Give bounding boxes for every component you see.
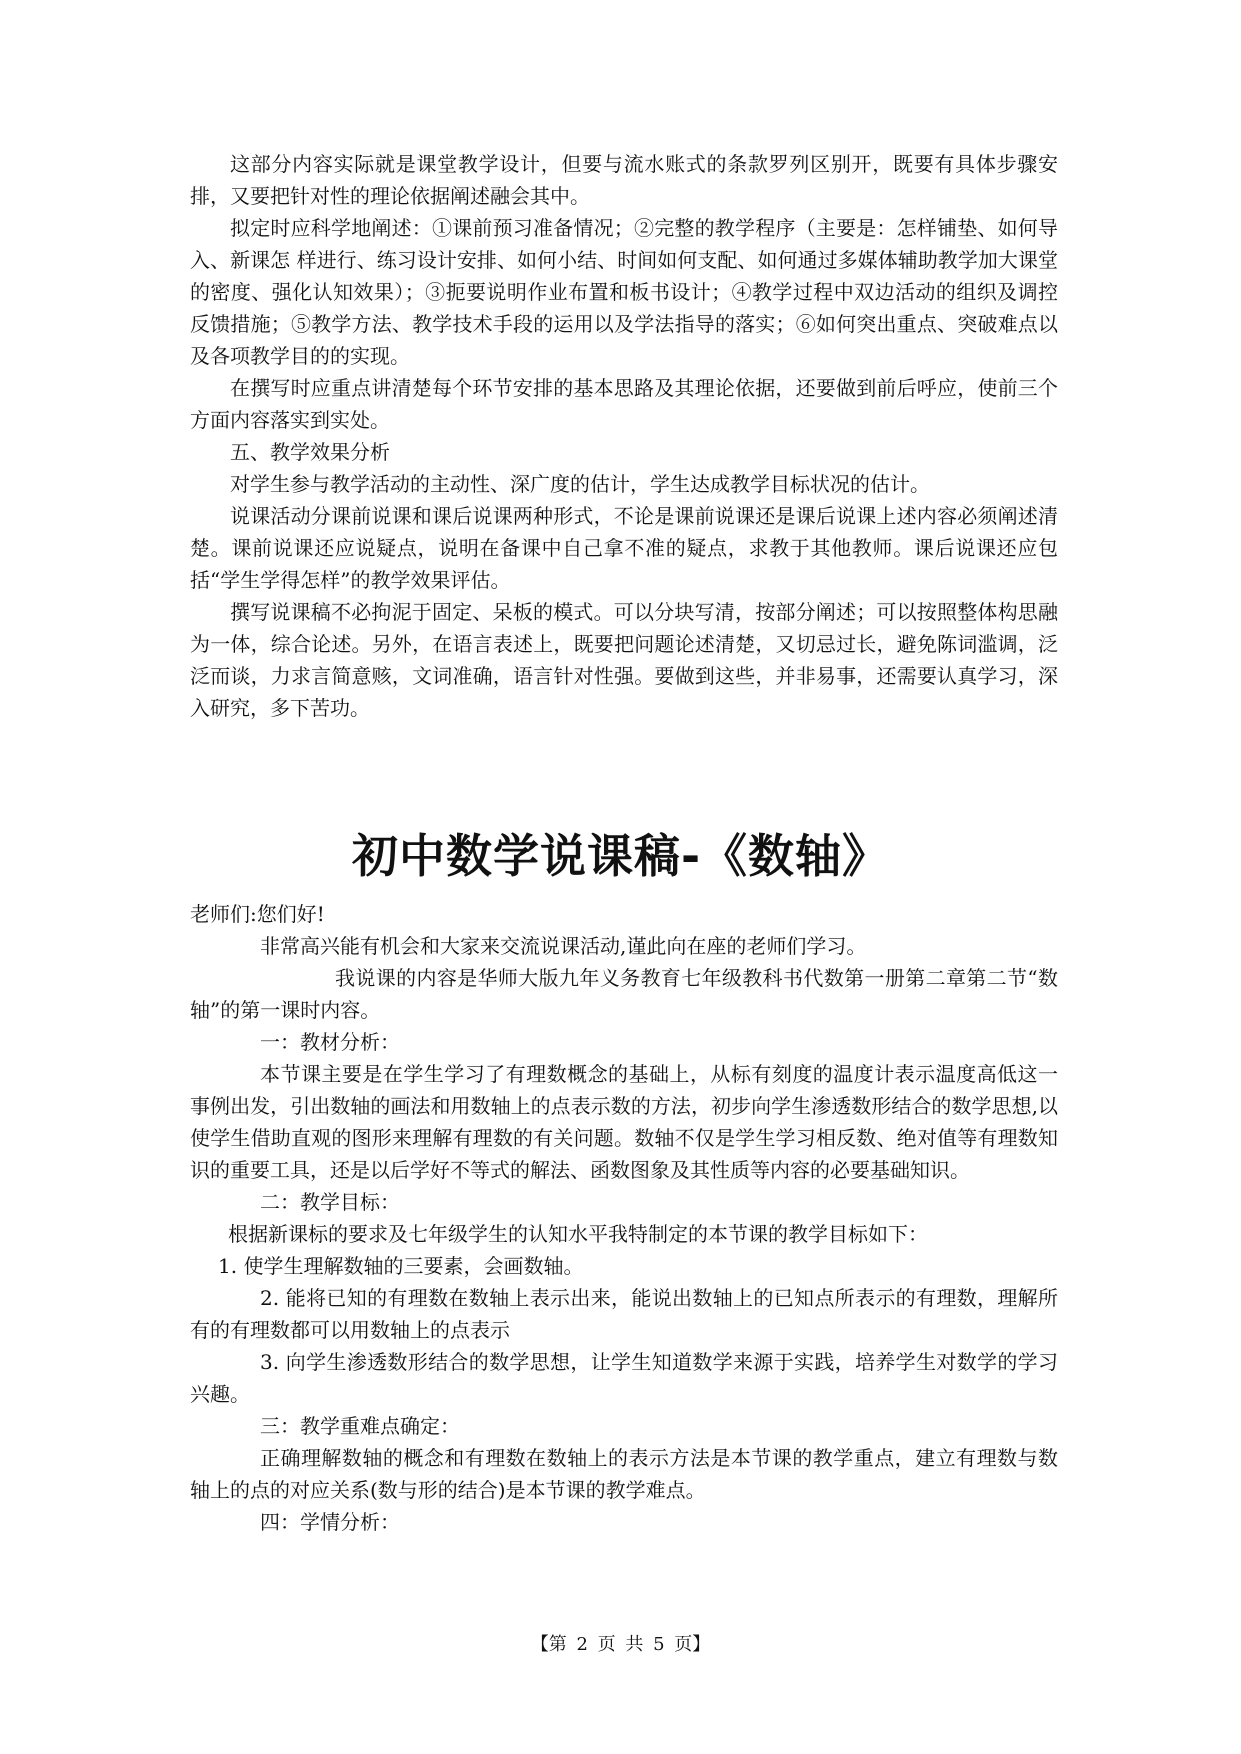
paragraph-key-points: 正确理解数轴的概念和有理数在数轴上的表示方法是本节课的教学重点，建立有理数与数轴上的点的对应关系(数与形的结合)是本节课的教学难点。 xyxy=(190,1446,1058,1502)
content-paragraph: 我说课的内容是华师大版九年义务教育七年级教科书代数第一册第二章第二节“数轴”的第一课时内容。 xyxy=(190,966,1058,1022)
goal-item-3: 3. 向学生渗透数形结合的数学思想，让学生知道数学来源于实践，培养学生对数学的学习兴趣。 xyxy=(190,1350,1058,1406)
document-title: 初中数学说课稿-《数轴》 xyxy=(351,829,890,883)
greeting: 老师们:您们好! xyxy=(190,902,325,926)
goal-item-1: 1. 使学生理解数轴的三要素，会画数轴。 xyxy=(218,1254,584,1278)
lecture-text-block xyxy=(190,898,1058,1538)
paragraph-writing-focus: 在撰写时应重点讲清楚每个环节安排的基本思路及其理论依据，还要做到前后呼应，使前三个方面内容落实到实处。 xyxy=(190,376,1058,432)
heading-material-analysis: 一：教材分析： xyxy=(260,1030,400,1054)
paragraph-teaching-design: 这部分内容实际就是课堂教学设计，但要与流水账式的条款罗列区别开，既要有具体步骤安排，又要把针对性的理论依据阐述融会其中。 xyxy=(190,152,1058,208)
paragraph-lecture-forms: 说课活动分课前说课和课后说课两种形式，不论是课前说课还是课后说课上述内容必须阐述清楚。课前说课还应说疑点，说明在备课中自己拿不准的疑点，求教于其他教师。课后说课还应包括“学生学得怎样”的教学效果评估。 xyxy=(190,504,1058,592)
goal-item-2: 2. 能将已知的有理数在数轴上表示出来，能说出数轴上的已知点所表示的有理数，理解所有的有理数都可以用数轴上的点表示 xyxy=(190,1286,1058,1342)
page-footer: 【第 2 页 共 5 页】 xyxy=(530,1634,711,1655)
paragraph-formulation: 拟定时应科学地阐述：①课前预习准备情况；②完整的教学程序（主要是：怎样铺垫、如何导入、新课怎 样进行、练习设计安排、如何小结、时间如何支配、如何通过多媒体辅助教学加大课堂的密度、强化认知效果）；③扼要说明作业布置和板书设计；④教学过程中双边活动的组织及调控反馈措施；⑤教学方法、教学技术手段的运用以及学法指导的落实；⑥如何突出重点、突破难点以及各项教学目的的实现。 xyxy=(190,216,1058,368)
paragraph-effect-estimate: 对学生参与教学活动的主动性、深广度的估计，学生达成教学目标状况的估计。 xyxy=(230,472,930,496)
paragraph-material-analysis: 本节课主要是在学生学习了有理数概念的基础上，从标有刻度的温度计表示温度高低这一事例出发，引出数轴的画法和用数轴上的点表示数的方法，初步向学生渗透数形结合的数学思想,以使学生借助直观的图形来理解有理数的有关问题。数轴不仅是学生学习相反数、绝对值等有理数知识的重要工具，还是以后学好不等式的解法、函数图象及其性质等内容的必要基础知识。 xyxy=(190,1062,1058,1182)
heading-teaching-goals: 二：教学目标： xyxy=(260,1190,400,1214)
heading-key-points: 三：教学重难点确定： xyxy=(260,1414,460,1438)
paragraph-writing-advice: 撰写说课稿不必拘泥于固定、呆板的模式。可以分块写清，按部分阐述；可以按照整体构思融为一体，综合论述。另外，在语言表述上，既要把问题论述清楚，又切忌过长，避免陈词滥调，泛泛而谈，力求言简意赅，文词准确，语言针对性强。要做到这些，并非易事，还需要认真学习，深入研究，多下苦功。 xyxy=(190,600,1058,720)
top-text-block xyxy=(190,148,1058,724)
section-heading-effect-analysis: 五、教学效果分析 xyxy=(230,440,390,464)
intro-paragraph: 非常高兴能有机会和大家来交流说课活动,谨此向在座的老师们学习。 xyxy=(260,934,867,958)
paragraph-teaching-goals: 根据新课标的要求及七年级学生的认知水平我特制定的本节课的教学目标如下： xyxy=(228,1222,928,1246)
heading-student-analysis: 四：学情分析： xyxy=(260,1510,400,1534)
